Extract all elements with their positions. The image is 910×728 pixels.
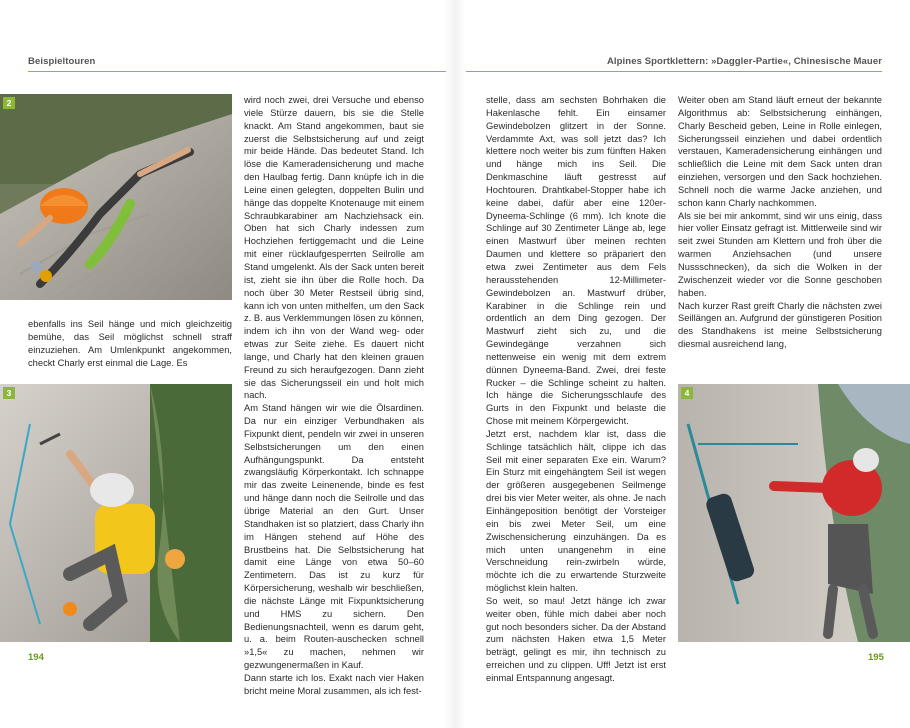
running-header-right: Alpines Sportklettern: »Daggler-Partie«, Chinesische Mauer	[606, 56, 882, 67]
photo-3	[0, 384, 232, 642]
text-column-2	[244, 94, 424, 696]
paragraph: ebenfalls ins Seil hänge und mich gleichzeitig bemühe, das Seil möglichst schnell straff einzuziehen. Am Umlenkpunkt angekommen, checkt Charly erst einmal die Lage. Es	[28, 319, 232, 368]
photo-badge-4: 4	[681, 387, 693, 399]
climber-red-jacket-haulbag-icon	[678, 384, 910, 642]
photo-badge-3: 3	[3, 387, 15, 399]
book-gutter	[444, 0, 466, 728]
text-column-4a	[678, 94, 882, 374]
text-column-1a	[28, 318, 232, 376]
photo-badge-2: 2	[3, 97, 15, 109]
climber-yellow-shirt-icon	[0, 384, 232, 642]
photo-2	[0, 94, 232, 300]
running-header-left: Beispieltouren	[28, 56, 96, 67]
climber-orange-helmet-icon	[0, 94, 232, 300]
photo-4	[678, 384, 910, 642]
paragraph: Weiter oben am Stand läuft erneut der bekannte Algorithmus ab: Selbstsicherung einhängen, Charly Bescheid geben, Leine in Rolle einlegen, Sicherungsseil einziehen und dabei ordentlich verstauen, Kameradensicherung einhängen und schließlich die Leine mit dem Sack unten dran einziehen, versorgen und den Sack hochziehen. Schnell noch die warme Jacke anziehen, und schon kann Charly nachkommen. Als sie bei mir ankommt, sind wir uns einig, dass hier voller Einsatz gefragt ist. Mittlerweile sind wir seit zwei Stunden am Klettern und froh über die warmen Anziehsachen (und unsere Nussschnecken), da sich die Wolken in der Zwischenzeit wieder vor die Sonne geschoben haben. Nach kurzer Rast greift Charly die nächsten zwei Seillängen an. Aufgrund der günstigeren Position des Standhakens ist meine Selbstsicherung diesmal ausreichend lang,	[678, 95, 882, 350]
page-number-left: 194	[28, 652, 44, 663]
text-column-3	[486, 94, 666, 683]
paragraph: stelle, dass am sechsten Bohrhaken die Hakenlasche fehlt. Ein einsamer Gewindebolzen glitzert in der Sonne. Verdammte Axt, was soll jetzt das? Ich klettere noch weiter bis zum fünften Haken und hänge mich ins Seil. Die Denkmaschine läuft gestresst auf Hochtouren. Drahtkabel-Stopper habe ich keine dabei, dafür aber eine 120er-Dyneema-Schlinge (6 mm). Ich knote die Schlinge auf 30 Zentimeter Länge ab, lege einen Mastwurf über meinen rechten Daumen und klettere so präpariert den etwa zwei Zentimeter aus dem Fels herausstehenden 12-Millimeter-Gewindebolzen an. Mastwurf drüber, Karabiner in die Schlinge rein und ordentlich an dem Ding gezogen. Der Mastwurf zieht sich zu, und die Gewindegänge verzahnen sich nettenweise ein wenig mit dem extrem dünnen Dyneema-Band. Zwei, drei feste Rucker – die Schlinge scheint zu halten. Ich hänge die Sicherungsschlaufe des Gurts in den Fixpunkt und belaste die Chose mit meinem Körpergewicht. Jetzt erst, nachdem klar ist, dass die Schlinge tatsächlich hält, clippe ich das Seil mit einer separaten Exe ein. Warum? Ein Sturz mit eingehängtem Seil ist wegen der größeren ausgegebenen Seilmenge drei bis vier Meter weiter, als ohne. Je nach Einhängeposition benötigt der Vorsteiger ein bis zwei Meter Seil, um eine Zwischensicherung einzuhängen. Da es mich unten unangenehm in eine Verschneidung rein-zwirbeln würde, möchte ich die zu erwartende Sturzweite möglichst klein halten. So weit, so mau! Jetzt hänge ich zwar weiter oben, fühle mich dabei aber noch gut noch besonders sicher. Da der Abstand zum nächsten Haken etwa 1,5 Meter beträgt, gelingt es mir, ihn technisch zu erreichen und zu clippen. Uff! Jetzt ist erst einmal Entspannung angesagt.	[486, 95, 666, 683]
paragraph: wird noch zwei, drei Versuche und ebenso viele Stürze dauern, bis sie die Stelle knackt. Am Stand angekommen, baut sie zuerst die Selbstsicherung auf und zeigt mir beide Hände. Das bedeutet Stand. Ich löse die Kameradensicherung und mache den Haulbag fertig. Dann knüpfe ich in die Leine einen gelegten, doppelten Bulin und hänge das doppelte Knotenauge mit einem Schraubkarabiner am Nachziehsack ein. Oben hat sich Charly indessen zum Hochziehen fertiggemacht und die Leine mit einer rücklaufgesperrten Seilrolle am Stand umgelenkt. Als der Sack unten bereit ist, zieht sie ihn über die Rolle hoch. Da noch über 30 Meter Restseil übrig sind, kann ich von unten mithelfen, um den Sack z. B. aus Verklemmungen lösen zu können, indem ich ihn von der Wand weg- oder etwas zur Seite ziehe. Es dauert nicht lange, und Charly hat den kleinen grauen Freund zu sich heraufgezogen. Dann zieht sie das Sicherungsseil ein und holt mich nach. Am Stand hängen wir wie die Ölsardinen. Da nur ein einziger Verbundhaken als Fixpunkt dient, pendeln wir zwei in unseren Selbstsicherungen um den einen Aufhängungspunkt. Da entsteht zwangsläufig Körperkontakt. Ich schnappe mir das zweite Leinenende, binde es fest und hänge dann noch die Seilrolle und das übrige Material an den Gurt. Unser Standhaken ist so platziert, dass Charly ihn im Hängen stehend auf Höhe des Brustbeins hat. Die Selbstsicherung hat damit eine Länge von etwa 50–60 Zentimetern. Das ist zu kurz für Körpersicherung, weshalb wir beschließen, die nächste Länge mit Fixpunktsicherung und HMS zu sichern. Den Bedienungsnachteil, wenn es darum geht, u. a. beim Routen-auschecken schnell »1,5« zu machen, nehmen wir gezwungenermaßen in Kauf. Dann starte ich los. Exakt nach vier Haken bricht meine Moral zusammen, als ich fest-	[244, 95, 424, 696]
page-number-right: 195	[868, 652, 884, 663]
header-rule-right	[466, 71, 882, 72]
header-rule-left	[28, 71, 446, 72]
